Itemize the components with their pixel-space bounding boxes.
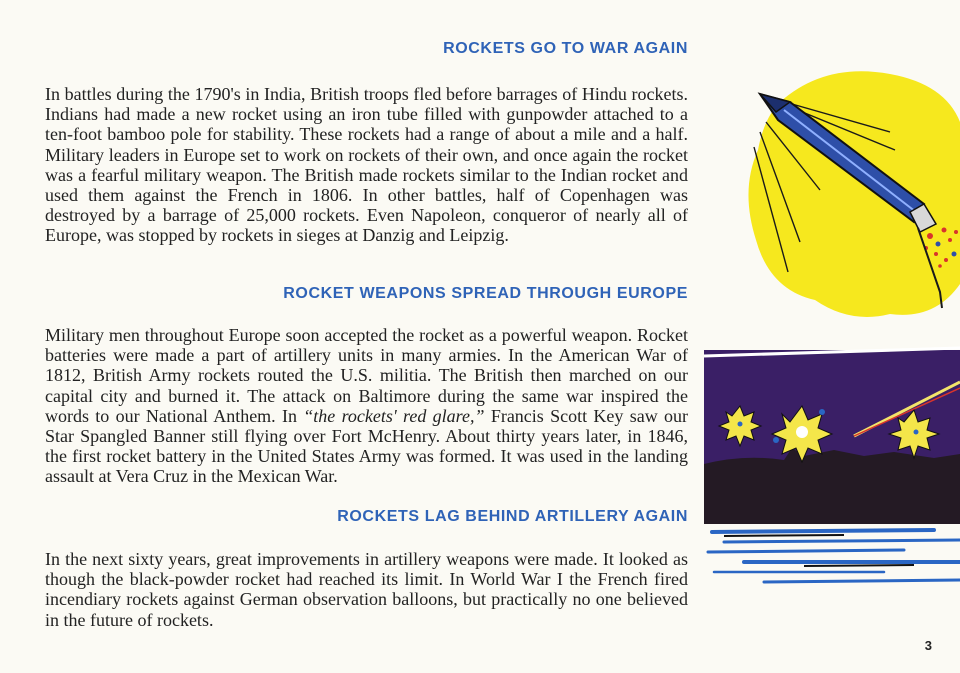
section-heading-rocket-weapons-spread: ROCKET WEAPONS SPREAD THROUGH EUROPE xyxy=(283,285,688,302)
paragraph-text: Military men throughout Europe soon accepted the rocket as a powerful weapon. Rocket batteries were made a part of artillery units in many armies. In the American War of 1812, British Army rockets routed the U.S. militia. The British then marched on our capital city and burned it. The attack on Baltimore during the same war inspired the words to our National Anthem. In xyxy=(45,325,688,426)
anthem-quote: “the rockets' red glare,” xyxy=(303,405,485,426)
rocket-illustration xyxy=(740,62,960,324)
section-heading-rockets-lag-behind: ROCKETS LAG BEHIND ARTILLERY AGAIN xyxy=(337,508,688,525)
paragraph-text: Francis Scott Key saw our Star Spangled Banner still flying over Fort McHenry. About thirty years later, in 1846, the first rocket battery in the United States Army was formed. It was used in the landing assault at Vera Cruz in the Mexican War. xyxy=(45,405,688,487)
section-paragraph-rocket-weapons-spread xyxy=(45,325,688,487)
section-paragraph-rockets-go-to-war: In battles during the 1790's in India, British troops fled before barrages of Hindu rockets. Indians had made a new rocket using an iron tube filled with gunpowder attached to a ten-foot bamboo pole for stability. These rockets had a range of about a mile and a half. Military leaders in Europe set to work on rockets of their own, and once again the rocket was a fearful military weapon. The British made rockets similar to the Indian rocket and used them against the French in 1806. In other battles, half of Copenhagen was destroyed by a barrage of 25,000 rockets. Even Napoleon, conqueror of nearly all of Europe, was stopped by rockets in sieges at Danzig and Leipzig. xyxy=(45,84,688,246)
page-number: 3 xyxy=(924,638,932,653)
night-battle-illustration xyxy=(704,336,960,594)
section-paragraph-rockets-lag-behind: In the next sixty years, great improvements in artillery weapons were made. It looked as though the black-powder rocket had reached its limit. In World War I the French fired incendiary rockets against German observation balloons, but practically no one believed in the future of rockets. xyxy=(45,549,688,630)
fort-silhouette xyxy=(704,448,960,526)
section-heading-rockets-go-to-war: ROCKETS GO TO WAR AGAIN xyxy=(443,40,688,57)
